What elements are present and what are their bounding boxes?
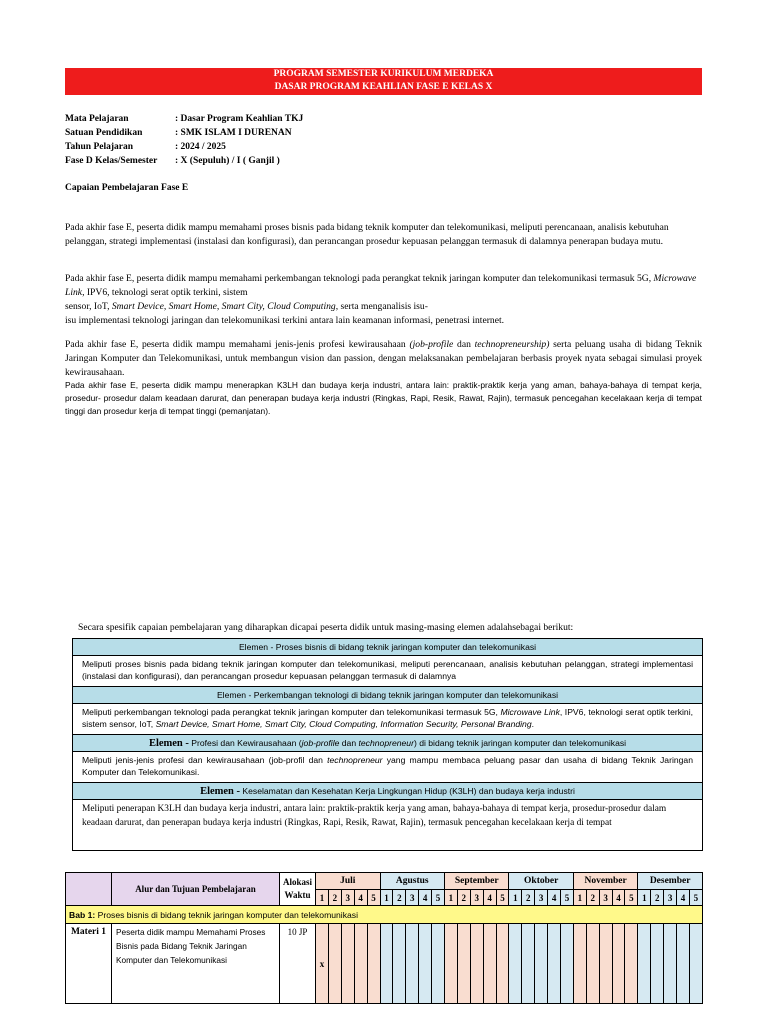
title-line-2: DASAR PROGRAM KEAHLIAN FASE E KELAS X [274, 82, 493, 92]
month-header-oktober: Oktober [509, 873, 573, 890]
info-value: : SMK ISLAM I DURENAN [175, 128, 292, 138]
week-cell [625, 924, 638, 1004]
week-header: 3 [664, 890, 677, 906]
info-value: : Dasar Program Keahlian TKJ [175, 114, 304, 124]
info-block [65, 112, 303, 168]
month-header-desember: Desember [638, 873, 703, 890]
week-cell [664, 924, 677, 1004]
week-cell [444, 924, 457, 1004]
e4-bold: Elemen - [200, 786, 241, 797]
week-cell [586, 924, 599, 1004]
week-cell [522, 924, 535, 1004]
week-header: 2 [586, 890, 599, 906]
p2-text: , serta menganalisis isu- [335, 301, 428, 312]
element-4-description: Meliputi penerapan K3LH dan budaya kerja industri, antara lain: praktik-praktik kerja yang aman, bahaya-bahaya di tempat kerja, prosedur-prosedur dalam keadaan darurat, dan penerapan budaya kerja industri (Ringkas, Rapi, Resik, Rawat, Rajin), termasuk pencegahan kecelakaan kerja di tempat [73, 800, 702, 851]
info-row [65, 112, 303, 126]
month-header-agustus: Agustus [380, 873, 444, 890]
element-1-description: Meliputi proses bisnis pada bidang teknik jaringan komputer dan telekomunikasi, meliputi perencanaan, analisis kebutuhan pelanggan, strategi implementasi (instalasi dan konfigurasi), dan perancangan prosedur kepuasan pelanggan termasuk di dalamnya [73, 656, 702, 687]
month-header-juli: Juli [316, 873, 381, 890]
week-cell [677, 924, 690, 1004]
week-cell [651, 924, 664, 1004]
month-header-november: November [573, 873, 637, 890]
week-header: 4 [677, 890, 690, 906]
week-header: 3 [599, 890, 612, 906]
week-header: 1 [573, 890, 586, 906]
week-cell [561, 924, 574, 1004]
info-label: Mata Pelajaran [65, 114, 129, 124]
element-3-heading [73, 735, 702, 752]
materi-label: Materi 1 [66, 924, 112, 1004]
e3-desc-italic: technopreneur [327, 755, 383, 765]
element-1-heading: Elemen - Proses bisnis di bidang teknik jaringan komputer dan telekomunikasi [73, 639, 702, 656]
e4-text: Keselamatan dan Kesehatan Kerja Lingkungan Hidup (K3LH) dan budaya kerja industri [240, 786, 575, 796]
cp-paragraph-3 [65, 338, 702, 380]
p3-italic: (job-profile [409, 339, 454, 350]
e2-text: , IPV6, teknologi serat optik terkini, sistem sensor, IoT, [82, 707, 693, 729]
header-alokasi: Alokasi Waktu [280, 873, 316, 906]
e3-desc-text: yang mampu membaca peluang pasar dan usaha di bidang Teknik Jaringan Komputer dan Telekomunikasi. [82, 755, 693, 777]
title-line-1: PROGRAM SEMESTER KURIKULUM MERDEKA [273, 69, 494, 79]
week-cell [638, 924, 651, 1004]
week-header: 1 [444, 890, 457, 906]
p2-italic: Smart Device, Smart Home, Smart City, Cloud Computing [111, 301, 336, 312]
week-header: 2 [328, 890, 341, 906]
month-header-september: September [444, 873, 508, 890]
week-cell [509, 924, 522, 1004]
p2-italic: Microwave Link [65, 273, 697, 298]
e3-text: ) di bidang teknik jaringan komputer dan telekomunikasi [413, 738, 627, 748]
week-cell [535, 924, 548, 1004]
header-blank-cell [66, 873, 112, 906]
week-cell-mark: x [316, 924, 329, 1004]
e3-text: Profesi dan Kewirausahaan ( [188, 738, 302, 748]
p3-text: serta peluang usaha di bidang Teknik Jaringan Komputer dan Telekomunikasi, untuk membangun vision dan passion, dengan melaksanakan pembelajaran berbasis proyek nyata sebagai simulasi proyek kewirausahaan. [65, 339, 702, 378]
week-header: 5 [432, 890, 445, 906]
week-cell [612, 924, 625, 1004]
e3-italic: technopreneur [358, 738, 414, 748]
week-header: 4 [354, 890, 367, 906]
header-alur: Alur dan Tujuan Pembelajaran [112, 873, 280, 906]
info-label: Tahun Pelajaran [65, 142, 134, 152]
p2-text: sensor, IoT, [65, 301, 112, 312]
p3-italic: technopreneurship) [474, 339, 550, 350]
week-header: 1 [509, 890, 522, 906]
info-label: Fase D Kelas/Semester [65, 156, 158, 166]
p3-text: dan [453, 339, 475, 350]
week-header: 5 [561, 890, 574, 906]
week-header: 2 [393, 890, 406, 906]
cp-paragraph-4: Pada akhir fase E, peserta didik mampu menerapkan K3LH dan budaya kerja industri, antara lain: praktik-praktik kerja yang aman, bahaya-bahaya di tempat kerja, prosedur- prosedur dalam keadaan darurat, dan penerapan budaya kerja industri (Ringkas, Rapi, Resik, Rawat, Rajin), termasuk pencegahan kecelakaan kerja di tempat tinggi dan prosedur kerja di tempat tinggi (pemanjatan). [65, 380, 702, 416]
week-cell [457, 924, 470, 1004]
document-title-banner [65, 68, 702, 95]
bab-1-row [66, 906, 703, 924]
capaian-heading: Capaian Pembelajaran Fase E [65, 183, 189, 193]
week-cell [419, 924, 432, 1004]
week-cell [496, 924, 509, 1004]
week-header: 3 [406, 890, 419, 906]
week-header: 4 [483, 890, 496, 906]
info-row [65, 140, 303, 154]
week-cell [599, 924, 612, 1004]
week-header: 5 [625, 890, 638, 906]
bab-title: Proses bisnis di bidang teknik jaringan komputer dan telekomunikasi [95, 909, 358, 920]
spec-intro-text: Secara spesifik capaian pembelajaran yang diharapkan dicapai peserta didik untuk masing-masing elemen adalahsebagai berikut: [78, 622, 574, 633]
e3-text: dan [339, 738, 359, 748]
week-header: 5 [496, 890, 509, 906]
week-cell [406, 924, 419, 1004]
week-cell [341, 924, 354, 1004]
info-label: Satuan Pendidikan [65, 128, 143, 138]
week-header: 4 [419, 890, 432, 906]
info-row [65, 154, 303, 168]
e2-text: Meliputi perkembangan teknologi pada perangkat teknik jaringan komputer dan telekomunikasi termasuk 5G, [82, 707, 501, 717]
e2-italic: Microwave Link [500, 707, 560, 717]
bab-label: Bab 1: [69, 909, 96, 920]
e3-desc-text: Meliputi jenis-jenis profesi dan kewirausahaan (job-profil dan [82, 755, 328, 765]
week-cell [393, 924, 406, 1004]
week-cell [573, 924, 586, 1004]
info-row [65, 126, 303, 140]
p2-text: Pada akhir fase E, peserta didik mampu memahami perkembangan teknologi pada perangkat teknik jaringan komputer dan telekomunikasi termasuk 5G, [65, 273, 654, 284]
week-cell [432, 924, 445, 1004]
element-2-heading: Elemen - Perkembangan teknologi di bidang teknik jaringan komputer dan telekomunikasi [73, 687, 702, 704]
e3-italic: job-profile [301, 738, 340, 748]
week-header: 4 [612, 890, 625, 906]
week-header: 3 [470, 890, 483, 906]
element-2-description [73, 704, 702, 735]
week-header: 4 [548, 890, 561, 906]
week-header: 2 [522, 890, 535, 906]
week-cell [689, 924, 702, 1004]
week-header: 5 [689, 890, 702, 906]
info-value: : 2024 / 2025 [175, 142, 226, 152]
e3-bold: Elemen - [148, 738, 189, 749]
week-cell [483, 924, 496, 1004]
program-plan-table [65, 872, 702, 1004]
week-header: 2 [457, 890, 470, 906]
cp-paragraph-1: Pada akhir fase E, peserta didik mampu memahami proses bisnis pada bidang teknik komputer dan telekomunikasi, meliputi perencanaan, analisis kebutuhan pelanggan, strategi implementasi (instalasi dan konfigurasi), dan perancangan prosedur kepuasan pelanggan termasuk di dalamnya penerapan budaya mutu. [65, 222, 669, 247]
materi-description: Peserta didik mampu Memahami Proses Bisnis pada Bidang Teknik Jaringan Komputer dan Telekomunikasi [112, 924, 280, 1004]
week-cell [367, 924, 380, 1004]
week-header: 5 [367, 890, 380, 906]
week-cell [548, 924, 561, 1004]
e2-italic: Smart Device, Smart Home, Smart City, Cloud Computing, Information Security, Personal Branding [155, 719, 532, 729]
week-cell [328, 924, 341, 1004]
p2-text: isu implementasi teknologi jaringan dan telekomunikasi terkini antara lain keamanan informasi, penetrasi internet. [65, 315, 505, 326]
week-header: 1 [380, 890, 393, 906]
elements-table [72, 638, 703, 851]
week-cell [470, 924, 483, 1004]
p3-text: Pada akhir fase E, peserta didik mampu memahami jenis-jenis profesi kewirausahaan [65, 339, 410, 350]
week-header: 1 [316, 890, 329, 906]
element-3-description [73, 752, 702, 783]
week-header: 1 [638, 890, 651, 906]
e2-text: . [531, 719, 534, 729]
week-cell [380, 924, 393, 1004]
p2-text: , IPV6, teknologi serat optik terkini, sistem [82, 287, 248, 298]
element-4-heading [73, 783, 702, 800]
week-cell [354, 924, 367, 1004]
materi-alokasi: 10 JP [280, 924, 316, 1004]
week-header: 3 [535, 890, 548, 906]
week-header: 2 [651, 890, 664, 906]
info-value: : X (Sepuluh) / I ( Ganjil ) [175, 156, 280, 166]
week-header: 3 [341, 890, 354, 906]
cp-paragraph-2 [65, 272, 702, 328]
